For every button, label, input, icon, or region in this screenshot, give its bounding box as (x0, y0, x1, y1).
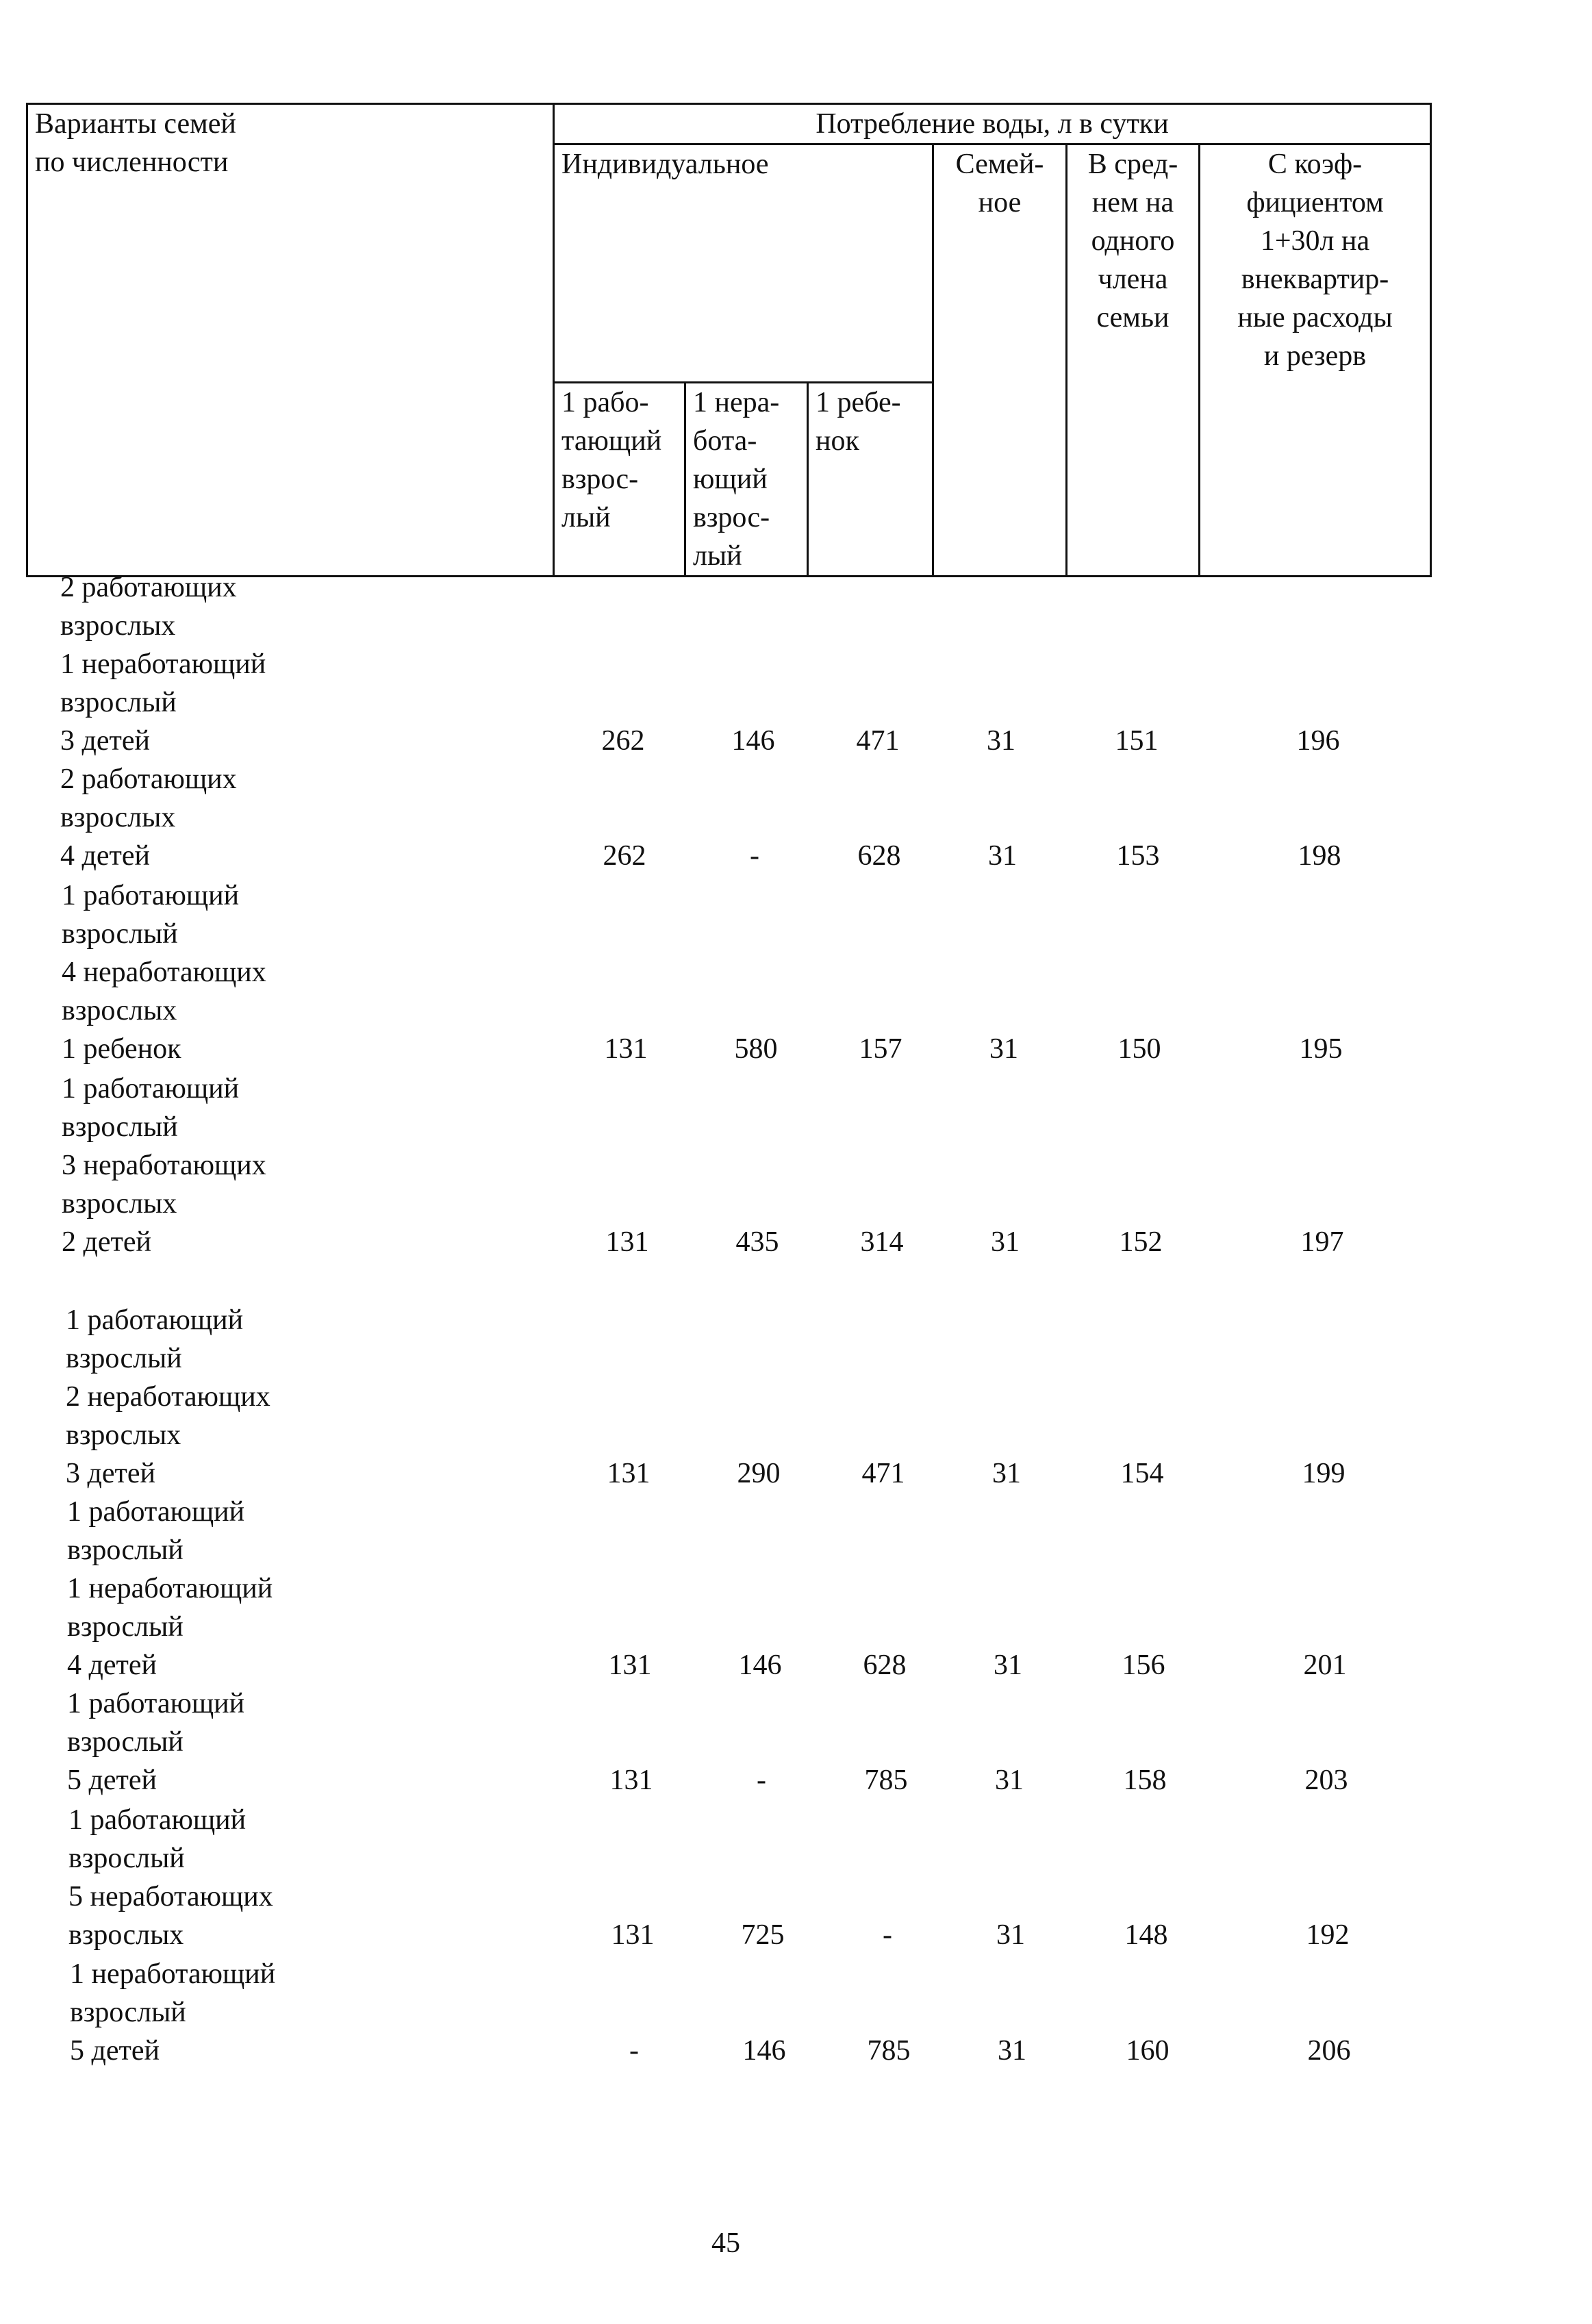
cell-coefficient: 203 (1304, 1765, 1348, 1796)
cell-average: 152 (1119, 1226, 1163, 1258)
cell-average: 158 (1123, 1765, 1167, 1796)
row-label: 1 работающий взрослый 5 неработающих взрослых (68, 1804, 273, 1951)
cell-child: 785 (867, 2035, 911, 2067)
cell-family: 31 (995, 1765, 1024, 1796)
row-label: 1 работающий взрослый 4 неработающих взрослых 1 ребенок (62, 880, 266, 1065)
row-label: 1 работающий взрослый 3 неработающих взрослых 2 детей (62, 1073, 266, 1258)
row-label: 1 работающий взрослый 5 детей (67, 1688, 245, 1796)
cell-nonworking-adult: 435 (735, 1226, 779, 1258)
cell-family: 31 (991, 1226, 1020, 1258)
cell-nonworking-adult: 146 (731, 725, 775, 757)
cell-average: 148 (1124, 1919, 1168, 1951)
cell-child: 314 (860, 1226, 904, 1258)
cell-child: 157 (859, 1033, 902, 1065)
cell-nonworking-adult: 290 (737, 1458, 781, 1489)
table-header (26, 103, 1432, 577)
cell-coefficient: 196 (1296, 725, 1340, 757)
cell-family: 31 (998, 2035, 1026, 2067)
cell-nonworking-adult: 146 (742, 2035, 786, 2067)
cell-nonworking-adult: 146 (738, 1650, 782, 1681)
cell-family: 31 (987, 725, 1015, 757)
cell-family: 31 (996, 1919, 1025, 1951)
cell-working-adult: 131 (609, 1765, 653, 1796)
header-individual: Индивидуальное (554, 144, 933, 383)
row-label: 1 работающий взрослый 1 неработающий взрослый 4 детей (67, 1496, 273, 1681)
row-label: 2 работающих взрослых 4 детей (60, 763, 237, 872)
cell-child: - (883, 1919, 892, 1951)
cell-child: 628 (863, 1650, 907, 1681)
header-working-adult: 1 рабо- тающий взрос- лый (554, 383, 685, 577)
cell-family: 31 (988, 840, 1017, 872)
header-coefficient: С коэф- фициентом 1+30л на внеквартир- ные расходы и резерв (1200, 144, 1431, 577)
row-label: 1 неработающий взрослый 5 детей (70, 1958, 276, 2067)
cell-average: 156 (1122, 1650, 1165, 1681)
cell-family: 31 (994, 1650, 1022, 1681)
cell-nonworking-adult: - (750, 840, 759, 872)
cell-child: 471 (861, 1458, 905, 1489)
header-nonworking-adult: 1 нера- бота- ющий взрос- лый (685, 383, 808, 577)
cell-coefficient: 201 (1303, 1650, 1347, 1681)
cell-coefficient: 198 (1298, 840, 1341, 872)
cell-average: 150 (1117, 1033, 1161, 1065)
header-child: 1 ребе- нок (808, 383, 933, 577)
header-consumption: Потребление воды, л в сутки (554, 104, 1431, 144)
row-label: 1 работающий взрослый 2 неработающих взрослых 3 детей (66, 1304, 270, 1489)
cell-working-adult: 131 (608, 1650, 652, 1681)
cell-child: 628 (857, 840, 901, 872)
cell-average: 151 (1115, 725, 1159, 757)
header-family: Семей- ное (933, 144, 1067, 577)
cell-average: 154 (1120, 1458, 1164, 1489)
cell-family: 31 (992, 1458, 1021, 1489)
cell-coefficient: 197 (1300, 1226, 1344, 1258)
cell-working-adult: 131 (605, 1226, 649, 1258)
cell-nonworking-adult: 580 (734, 1033, 778, 1065)
cell-working-adult: 131 (607, 1458, 650, 1489)
cell-working-adult: 262 (601, 725, 645, 757)
cell-working-adult: 131 (611, 1919, 655, 1951)
cell-average: 160 (1126, 2035, 1170, 2067)
cell-coefficient: 199 (1302, 1458, 1345, 1489)
cell-child: 785 (864, 1765, 908, 1796)
cell-working-adult: - (629, 2035, 639, 2067)
cell-nonworking-adult: 725 (741, 1919, 785, 1951)
page-number: 45 (711, 2227, 740, 2259)
cell-coefficient: 195 (1299, 1033, 1343, 1065)
cell-working-adult: 131 (604, 1033, 648, 1065)
cell-family: 31 (989, 1033, 1018, 1065)
cell-coefficient: 206 (1307, 2035, 1351, 2067)
header-average: В сред- нем на одного члена семьи (1067, 144, 1200, 577)
row-label: 2 работающих взрослых 1 неработающий взрослый 3 детей (60, 572, 266, 757)
cell-coefficient: 192 (1306, 1919, 1350, 1951)
cell-working-adult: 262 (603, 840, 646, 872)
cell-average: 153 (1116, 840, 1160, 872)
cell-nonworking-adult: - (757, 1765, 766, 1796)
cell-child: 471 (856, 725, 900, 757)
header-variants: Варианты семей по численности (27, 104, 554, 577)
